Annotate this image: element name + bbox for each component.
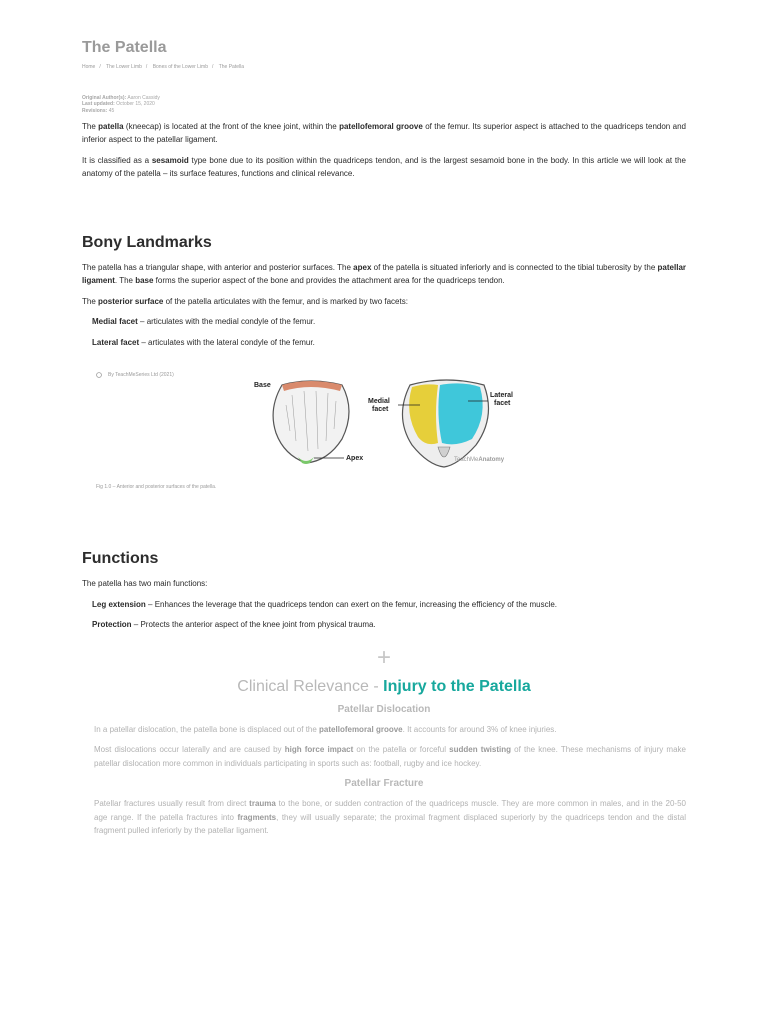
anterior-patella bbox=[254, 381, 363, 464]
intro-paragraph-1: The patella (kneecap) is located at the front of the knee joint, within the patellofemoral groove of the femur. Its superior aspect is attached to the quadriceps tendon and inferior aspect to the patellar ligament. bbox=[82, 121, 686, 145]
patella-figure bbox=[82, 381, 686, 467]
posterior-patella bbox=[368, 380, 513, 467]
revisions-label: Revisions: bbox=[82, 107, 108, 114]
breadcrumb: Home / The Lower Limb / Bones of the Lower Limb / The Patella bbox=[82, 64, 244, 70]
label-apex: Apex bbox=[346, 455, 364, 463]
list-item-lateral-facet: Lateral facet – articulates with the lateral condyle of the femur. bbox=[92, 337, 315, 347]
list-item-medial-facet: Medial facet – articulates with the medial condyle of the femur. bbox=[92, 317, 316, 327]
label-medial: Medial bbox=[368, 398, 390, 406]
expand-plus-icon[interactable]: + bbox=[376, 643, 391, 671]
breadcrumb-current: The Patella bbox=[218, 64, 244, 70]
heading-patellar-dislocation: Patellar Dislocation bbox=[337, 703, 431, 715]
credit-text: By TeachMeSeries Ltd (2021) bbox=[108, 372, 174, 379]
breadcrumb-lower-limb[interactable]: The Lower Limb bbox=[106, 64, 142, 70]
functions-intro: The patella has two main functions: bbox=[82, 579, 208, 589]
article bbox=[82, 38, 686, 845]
bony-paragraph-2: The posterior surface of the patella articulates with the femur, and is marked by two facets: bbox=[82, 296, 408, 306]
figure-credit bbox=[96, 371, 686, 379]
updated-date: October 15, 2020 bbox=[116, 101, 155, 108]
label-base: Base bbox=[254, 382, 271, 390]
clinical-relevance-title[interactable]: Clinical Relevance - Injury to the Patella bbox=[237, 677, 531, 695]
heading-functions: Functions bbox=[82, 550, 159, 568]
patella-illustration bbox=[254, 381, 582, 467]
label-lateral-facet: facet bbox=[494, 400, 511, 408]
updated-label: Last updated: bbox=[82, 101, 115, 108]
figure-caption: Fig 1.0 – Anterior and posterior surfaces of the patella. bbox=[96, 484, 217, 491]
article-meta bbox=[82, 95, 686, 114]
bony-paragraph-1: The patella has a triangular shape, with anterior and posterior surfaces. The apex of the patella is situated inferiorly and is connected to the tibial tuberosity by the patellar ligament. The base forms the superior aspect of the bone and provides the attachment area for the quadriceps tendon. bbox=[82, 262, 687, 286]
list-item-protection: Protection – Protects the anterior aspect of the knee joint from physical trauma. bbox=[92, 620, 376, 630]
intro-paragraph-2: It is classified as a sesamoid type bone due to its position within the quadriceps tendon, and is the largest sesamoid bone in the body. In this article we will look at the anatomy of the patella – its surface features, functions and clinical relevance. bbox=[82, 155, 687, 179]
label-medial-facet: facet bbox=[372, 406, 389, 414]
list-item-leg-extension: Leg extension – Enhances the leverage that the quadriceps tendon can exert on the femur, increasing the efficiency of the muscle. bbox=[92, 599, 558, 609]
heading-bony-landmarks: Bony Landmarks bbox=[82, 233, 212, 251]
revisions-count[interactable]: 45 bbox=[108, 107, 115, 114]
author-name[interactable]: Aaron Cassidy bbox=[127, 95, 160, 101]
dislocation-paragraph-2: Most dislocations occur laterally and are caused by high force impact on the patella or forceful sudden twisting of the knee. These mechanisms of injury make patellar dislocation more common in individuals participating in sports such as: football, rugby and ice hockey. bbox=[94, 745, 686, 768]
label-lateral: Lateral bbox=[490, 392, 513, 400]
copyright-icon bbox=[96, 371, 102, 379]
page-title: The Patella bbox=[82, 39, 167, 56]
fracture-paragraph-1: Patellar fractures usually result from direct trauma to the bone, or sudden contraction of the quadriceps muscle. They are more common in males, and in the 20-50 age range. If the patella fractures into fragments, they will usually separate; the proximal fragment displaced superiorly by the quadriceps tendon and the distal fragment pulled inferiorly by the patellar ligament. bbox=[94, 799, 687, 836]
breadcrumb-bones-lower-limb[interactable]: Bones of the Lower Limb bbox=[152, 64, 208, 70]
dislocation-paragraph-1: In a patellar dislocation, the patella bone is displaced out of the patellofemoral groove. It accounts for around 3% of knee injuries. bbox=[94, 724, 557, 734]
author-label: Original Author(s): bbox=[82, 95, 127, 101]
heading-patellar-fracture: Patellar Fracture bbox=[344, 778, 424, 790]
watermark: TeachMeAnatomy bbox=[454, 457, 505, 464]
breadcrumb-home[interactable]: Home bbox=[82, 64, 96, 70]
